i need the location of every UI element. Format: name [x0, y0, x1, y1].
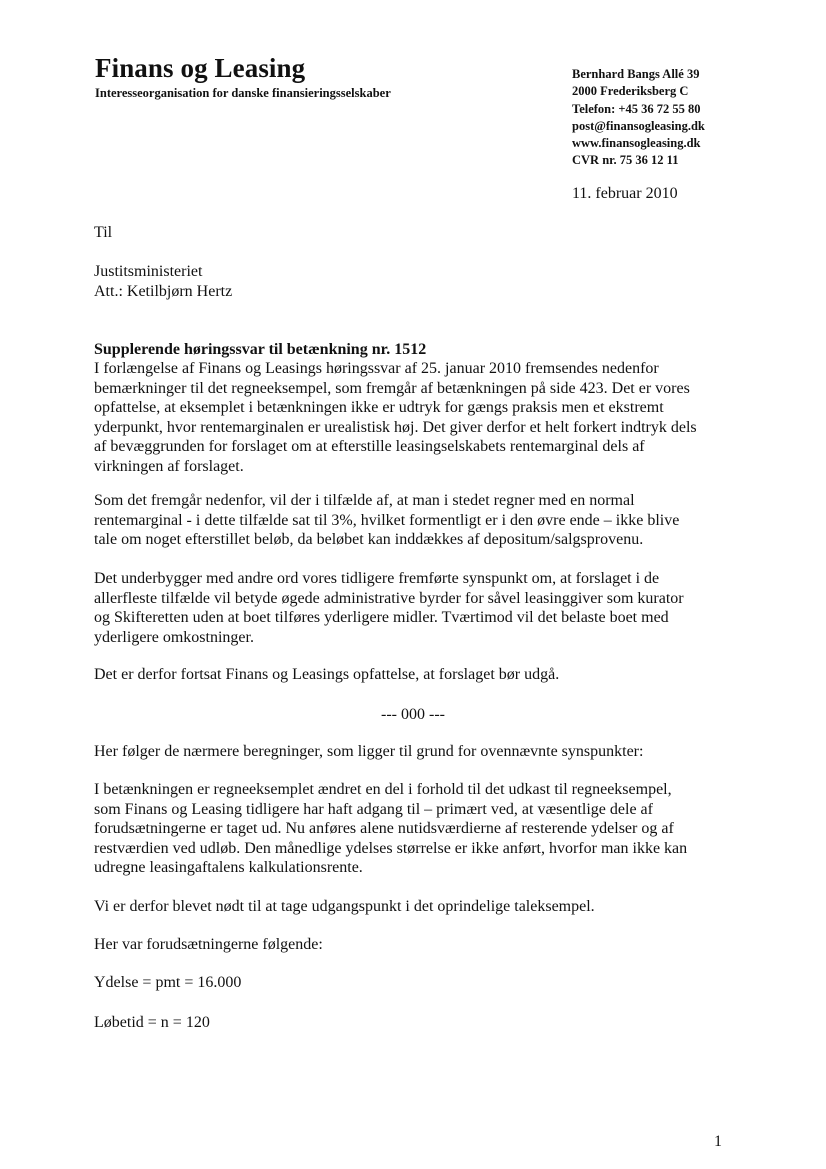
- page-number: 1: [714, 1133, 722, 1150]
- section-separator: --- 000 ---: [381, 706, 445, 723]
- text-line: I betænkningen er regneeksemplet ændret en del i forhold til det udkast til regneeksempel,: [94, 781, 672, 798]
- paragraph-6: [94, 780, 734, 878]
- formula-lobetid: Løbetid = n = 120: [94, 1014, 210, 1031]
- text-line: tale om noget efterstillet beløb, da beløbet kan inddækkes af depositum/salgsprovenu.: [94, 531, 644, 549]
- text-line: som Finans og Leasing tidligere har haft adgang til – primært ved, at væsentlige dele af: [94, 800, 653, 818]
- text-line: allerfleste tilfælde vil betyde øgede administrative byrder for såvel leasinggiver som kurator: [94, 589, 684, 607]
- recipient-attention: Att.: Ketilbjørn Hertz: [94, 283, 233, 300]
- text-line: virkningen af forslaget.: [94, 457, 244, 475]
- org-name: Finans og Leasing: [95, 53, 306, 83]
- paragraph-2: [94, 491, 734, 550]
- address-line: Bernhard Bangs Allé 39: [572, 67, 700, 81]
- text-line: I forlængelse af Finans og Leasings høringssvar af 25. januar 2010 fremsendes nedenfor: [94, 360, 659, 377]
- text-line: opfattelse, at eksemplet i betænkningen ikke er udtryk for gængs praksis men et ekstremt: [94, 399, 664, 417]
- text-line: Det underbygger med andre ord vores tidligere fremførte synspunkt om, at forslaget i de: [94, 570, 660, 587]
- text-line: af bevæggrunden for forslaget om at efterstille leasingselskabets rentemarginal dels af: [94, 438, 645, 456]
- formula-ydelse: Ydelse = pmt = 16.000: [94, 974, 242, 991]
- text-line: yderligere omkostninger.: [94, 628, 254, 646]
- paragraph-8: Her var forudsætningerne følgende:: [94, 936, 323, 953]
- text-line: restværdien ved udløb. Den månedlige ydelses størrelse er ikke anført, hvorfor man ikke kan: [94, 839, 688, 857]
- text-line: bemærkninger til det regneeksempel, som fremgår af betænkningen på side 423. Det er vores: [94, 379, 690, 397]
- to-label: Til: [94, 224, 113, 241]
- paragraph-7: Vi er derfor blevet nødt til at tage udgangspunkt i det oprindelige taleksempel.: [94, 898, 595, 915]
- email-line: post@finansogleasing.dk: [572, 118, 705, 133]
- text-line: og Skifteretten uden at boet tilføres yderligere midler. Tværtimod vil det belaste boet med: [94, 609, 669, 627]
- text-line: udregne leasingaftalens kalkulationsrente.: [94, 859, 363, 877]
- document-title: Supplerende høringssvar til betænkning nr. 1512: [94, 341, 427, 358]
- paragraph-3: [94, 569, 734, 647]
- letter-date: 11. februar 2010: [572, 185, 678, 202]
- phone-line: Telefon: +45 36 72 55 80: [572, 101, 701, 116]
- paragraph-1: [94, 359, 734, 477]
- address-block: [572, 66, 705, 170]
- text-line: Som det fremgår nedenfor, vil der i tilfælde af, at man i stedet regner med en normal: [94, 492, 635, 509]
- recipient-name: Justitsministeriet: [94, 263, 203, 280]
- org-subtitle: Interesseorganisation for danske finansieringsselskaber: [95, 86, 391, 100]
- cvr-line: CVR nr. 75 36 12 11: [572, 153, 679, 168]
- address-line: 2000 Frederiksberg C: [572, 84, 689, 99]
- text-line: yderpunkt, hvor rentemarginalen er urealistisk høj. Det giver derfor et helt forkert indtryk dels: [94, 418, 697, 436]
- paragraph-4: Det er derfor fortsat Finans og Leasings opfattelse, at forslaget bør udgå.: [94, 666, 560, 683]
- website-line: www.finansogleasing.dk: [572, 136, 701, 151]
- text-line: rentemarginal - i dette tilfælde sat til 3%, hvilket formentligt er i den øvre ende – ikke blive: [94, 511, 680, 529]
- text-line: forudsætningerne er taget ud. Nu anføres alene nutidsværdierne af resterende ydelser og af: [94, 820, 674, 838]
- paragraph-5: Her følger de nærmere beregninger, som ligger til grund for ovennævnte synspunkter:: [94, 743, 644, 760]
